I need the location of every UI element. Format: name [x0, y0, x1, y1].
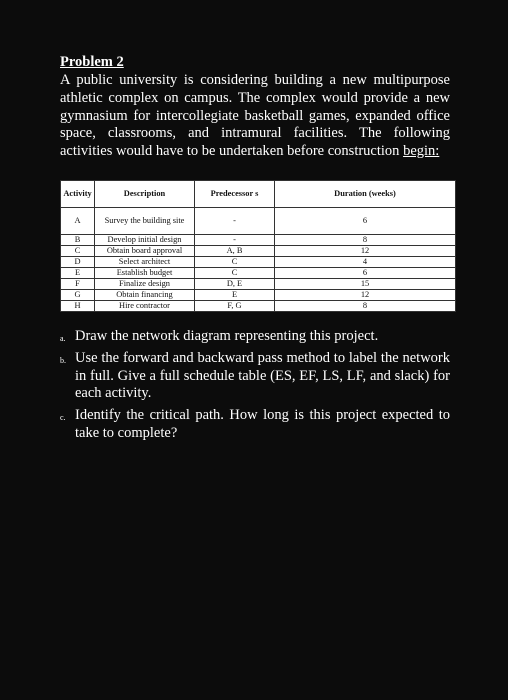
table-header-row [61, 181, 456, 208]
header-duration: Duration (weeks) [275, 181, 456, 208]
cell-description: Obtain financing [95, 290, 195, 301]
header-activity: Activity [61, 181, 95, 208]
cell-activity: C [61, 246, 95, 257]
cell-description: Hire contractor [95, 301, 195, 312]
cell-duration: 8 [275, 301, 456, 312]
table-row [61, 246, 456, 257]
question-text: Use the forward and backward pass method to label the network in full. Give a full schedule table (ES, EF, LS, LF, and slack) for each activity. [75, 349, 450, 402]
cell-description: Survey the building site [95, 208, 195, 235]
question-list [60, 328, 450, 443]
intro-end: begin: [403, 143, 440, 160]
table-row [61, 279, 456, 290]
cell-activity: A [61, 208, 95, 235]
cell-duration: 4 [275, 257, 456, 268]
cell-predecessors: C [195, 268, 275, 279]
header-predecessors: Predecessor s [195, 181, 275, 208]
cell-predecessors: - [195, 208, 275, 235]
cell-predecessors: A, B [195, 246, 275, 257]
table-row [61, 257, 456, 268]
cell-activity: B [61, 235, 95, 246]
cell-predecessors: F, G [195, 301, 275, 312]
cell-duration: 12 [275, 246, 456, 257]
question-a [60, 328, 450, 346]
table-row [61, 290, 456, 301]
cell-predecessors: C [195, 257, 275, 268]
cell-description: Develop initial design [95, 235, 195, 246]
cell-predecessors: - [195, 235, 275, 246]
cell-description: Establish budget [95, 268, 195, 279]
cell-duration: 8 [275, 235, 456, 246]
intro-text: A public university is considering building a new multipurpose athletic complex on campus. The complex would provide a new gymnasium for intercollegiate basketball games, expanded office space, classrooms, and intramural facilities. The following activities would have to be undertaken before construction [60, 72, 450, 160]
cell-predecessors: D, E [195, 279, 275, 290]
table-row [61, 235, 456, 246]
cell-activity: F [61, 279, 95, 290]
question-text: Draw the network diagram representing this project. [75, 328, 379, 344]
table-row [61, 268, 456, 279]
question-c [60, 407, 450, 443]
question-marker: c. [60, 413, 66, 423]
cell-activity: H [61, 301, 95, 312]
table-row [61, 208, 456, 235]
table-row [61, 301, 456, 312]
cell-duration: 15 [275, 279, 456, 290]
problem-title: Problem 2 [60, 54, 124, 70]
problem-intro [60, 72, 450, 161]
header-description: Description [95, 181, 195, 208]
cell-duration: 6 [275, 208, 456, 235]
cell-activity: D [61, 257, 95, 268]
activity-table [60, 180, 456, 312]
cell-description: Select architect [95, 257, 195, 268]
cell-predecessors: E [195, 290, 275, 301]
question-marker: b. [60, 355, 66, 365]
cell-description: Finalize design [95, 279, 195, 290]
cell-duration: 6 [275, 268, 456, 279]
question-marker: a. [60, 334, 66, 343]
question-text: Identify the critical path. How long is this project expected to take to complete? [75, 407, 450, 441]
cell-description: Obtain board approval [95, 246, 195, 257]
cell-duration: 12 [275, 290, 456, 301]
cell-activity: G [61, 290, 95, 301]
question-b [60, 350, 450, 403]
cell-activity: E [61, 268, 95, 279]
